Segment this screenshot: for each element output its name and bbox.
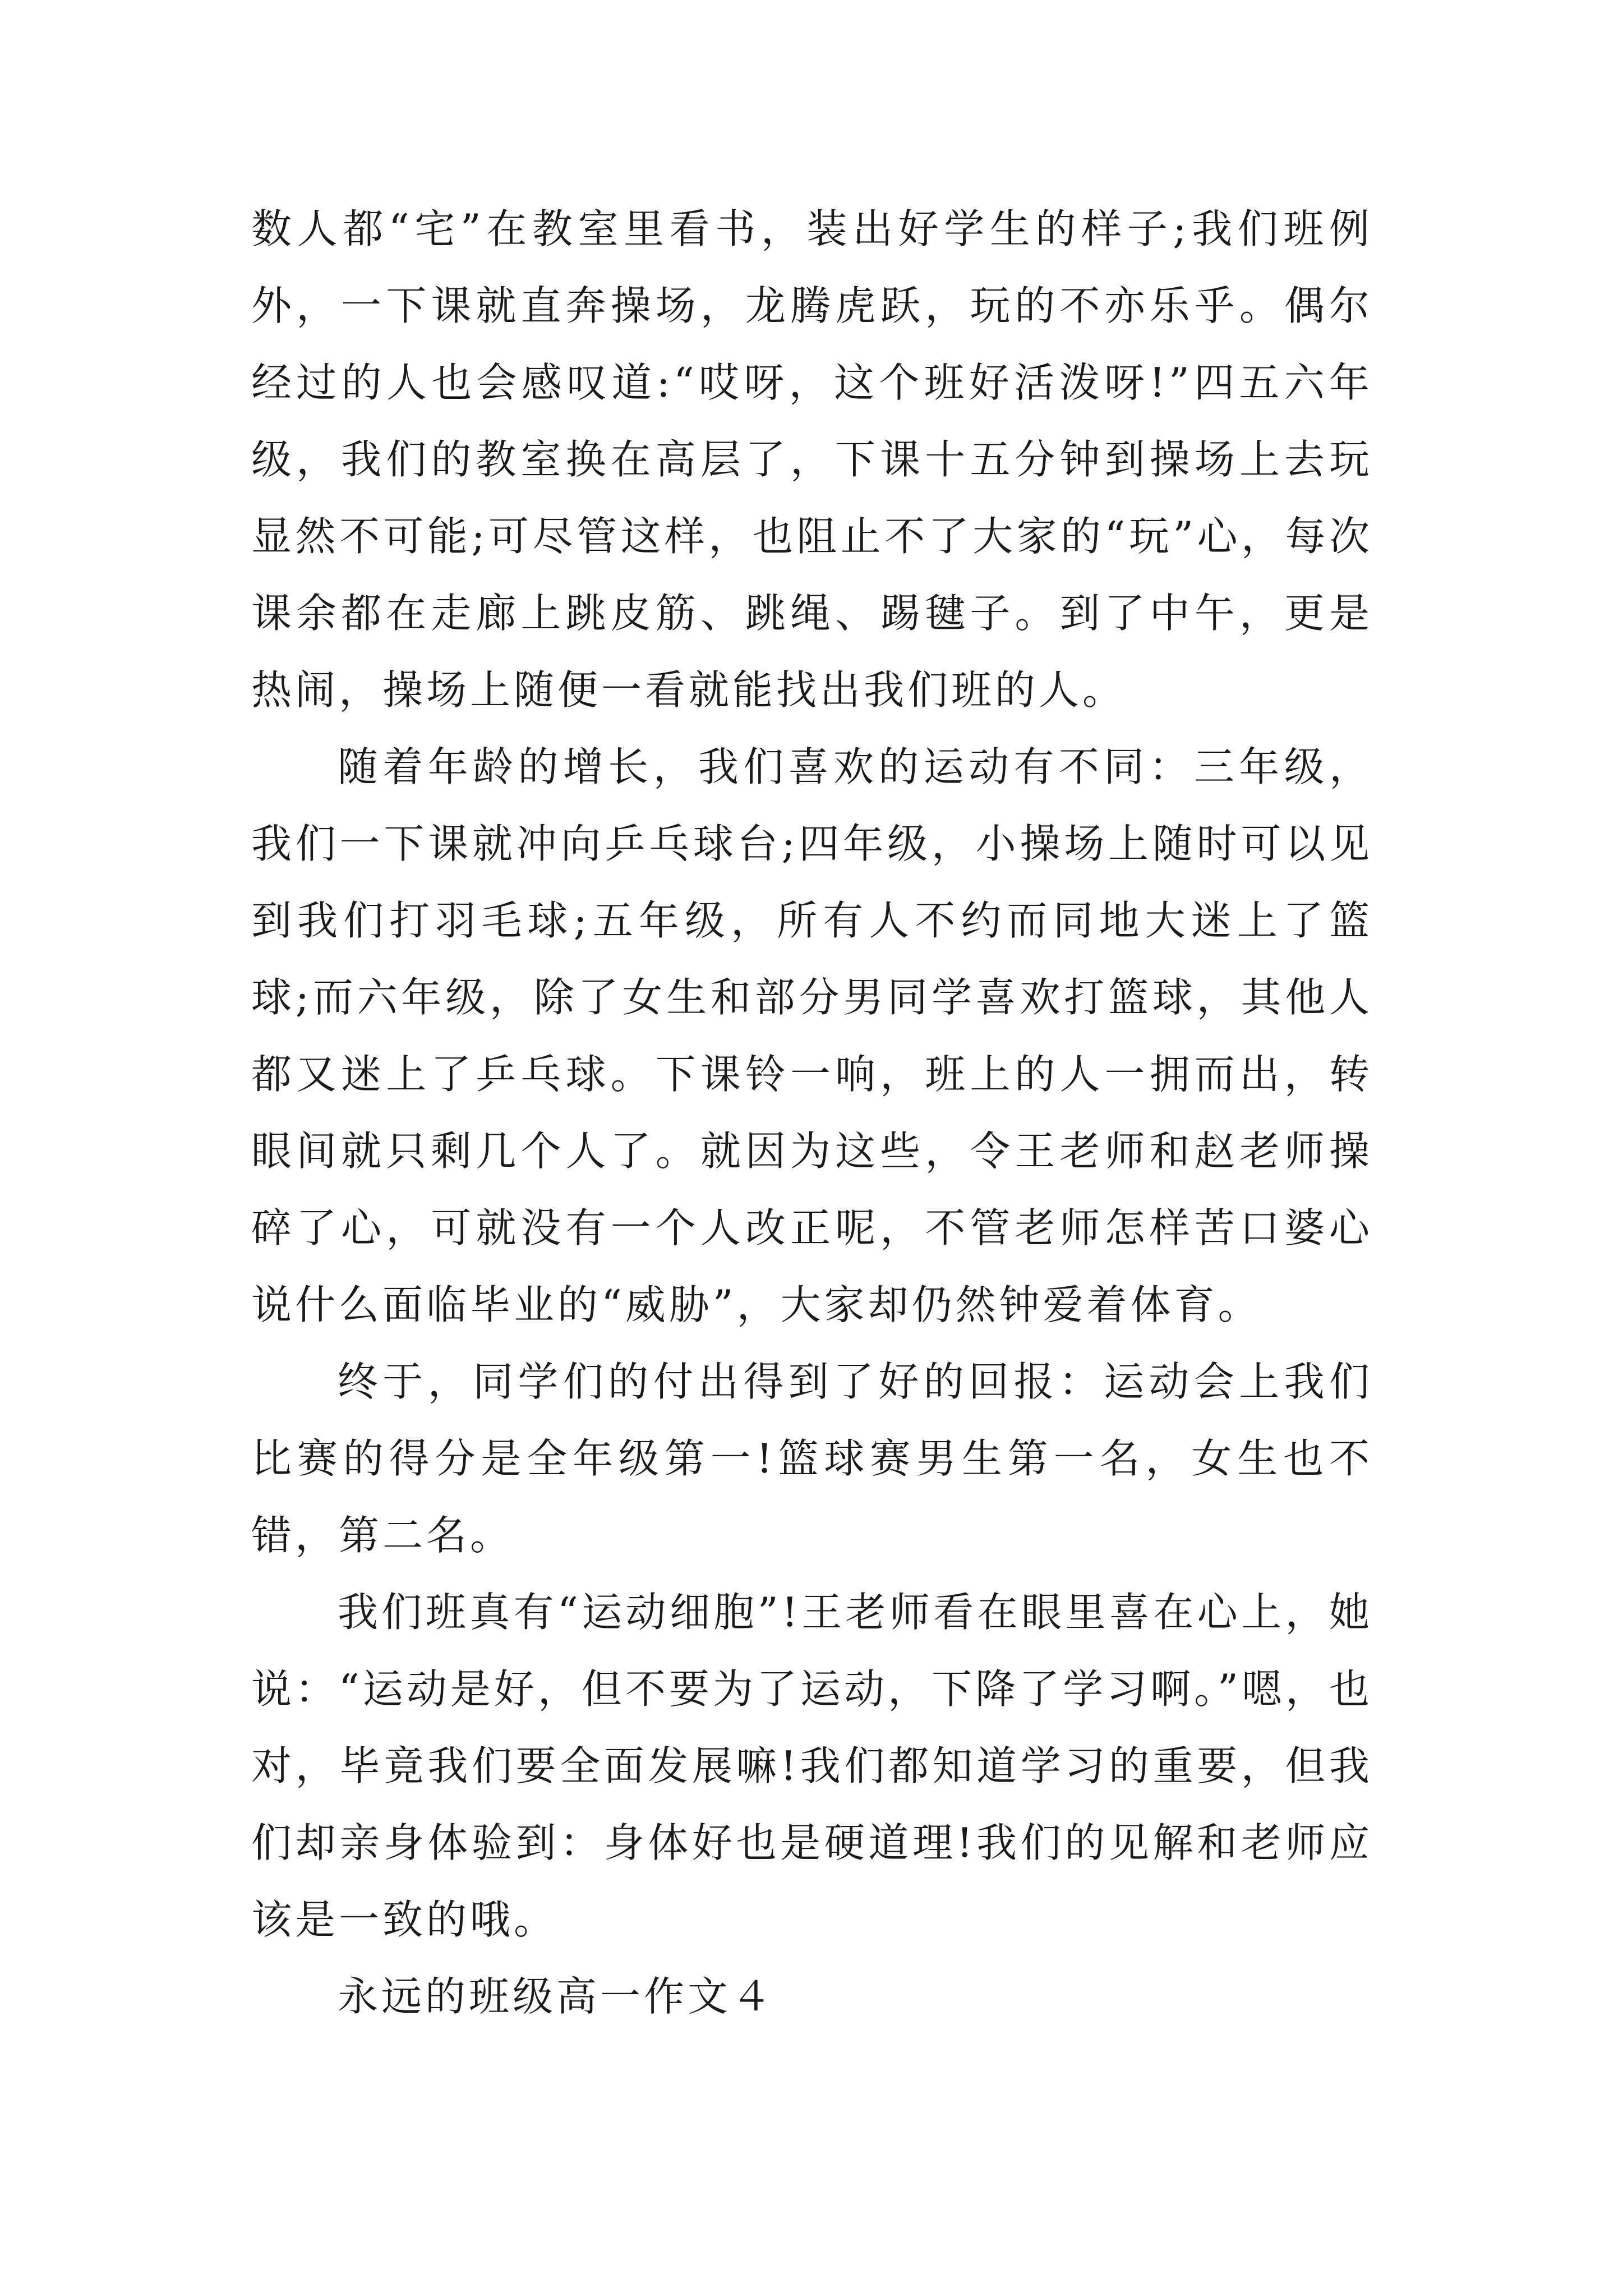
essay-heading: 永远的班级高一作文４ (338, 1973, 776, 2020)
paragraph-teacher-comment: 我们班真有“运动细胞”!王老师看在眼里喜在心上，她说：“运动是好，但不要为了运动，下降了学习啊。”嗯，也对，毕竟我们要全面发展嘛!我们都知道学习的重要，但我们却亲身体验到：身体好也是硬道理!我们的见解和老师应该是一致的哦。 (251, 1589, 1373, 1943)
paragraph-continued: 数人都“宅”在教室里看书，装出好学生的样子;我们班例外，一下课就直奔操场，龙腾虎跃，玩的不亦乐乎。偶尔经过的人也会感叹道:“哎呀，这个班好活泼呀!”四五六年级，我们的教室换在高层了，下课十五分钟到操场上去玩显然不可能;可尽管这样，也阻止不了大家的“玩”心，每次课余都在走廊上跳皮筋、跳绳、踢毽子。到了中午，更是热闹，操场上随便一看就能找出我们班的人。 (251, 205, 1373, 714)
paragraph-sports-meet-result: 终于，同学们的付出得到了好的回报：运动会上我们比赛的得分是全年级第一!篮球赛男生第一名，女生也不错，第二名。 (251, 1358, 1373, 1559)
paragraph-sports-by-grade: 随着年龄的增长，我们喜欢的运动有不同：三年级，我们一下课就冲向乒乓球台;四年级，小操场上随时可以见到我们打羽毛球;五年级，所有人不约而同地大迷上了篮球;而六年级，除了女生和部分男同学喜欢打篮球，其他人都又迷上了乒乓球。下课铃一响，班上的人一拥而出，转眼间就只剩几个人了。就因为这些，令王老师和赵老师操碎了心，可就没有一个人改正呢，不管老师怎样苦口婆心说什么面临毕业的“威胁”，大家却仍然钟爱着体育。 (251, 743, 1373, 1328)
document-body (251, 191, 1373, 2035)
